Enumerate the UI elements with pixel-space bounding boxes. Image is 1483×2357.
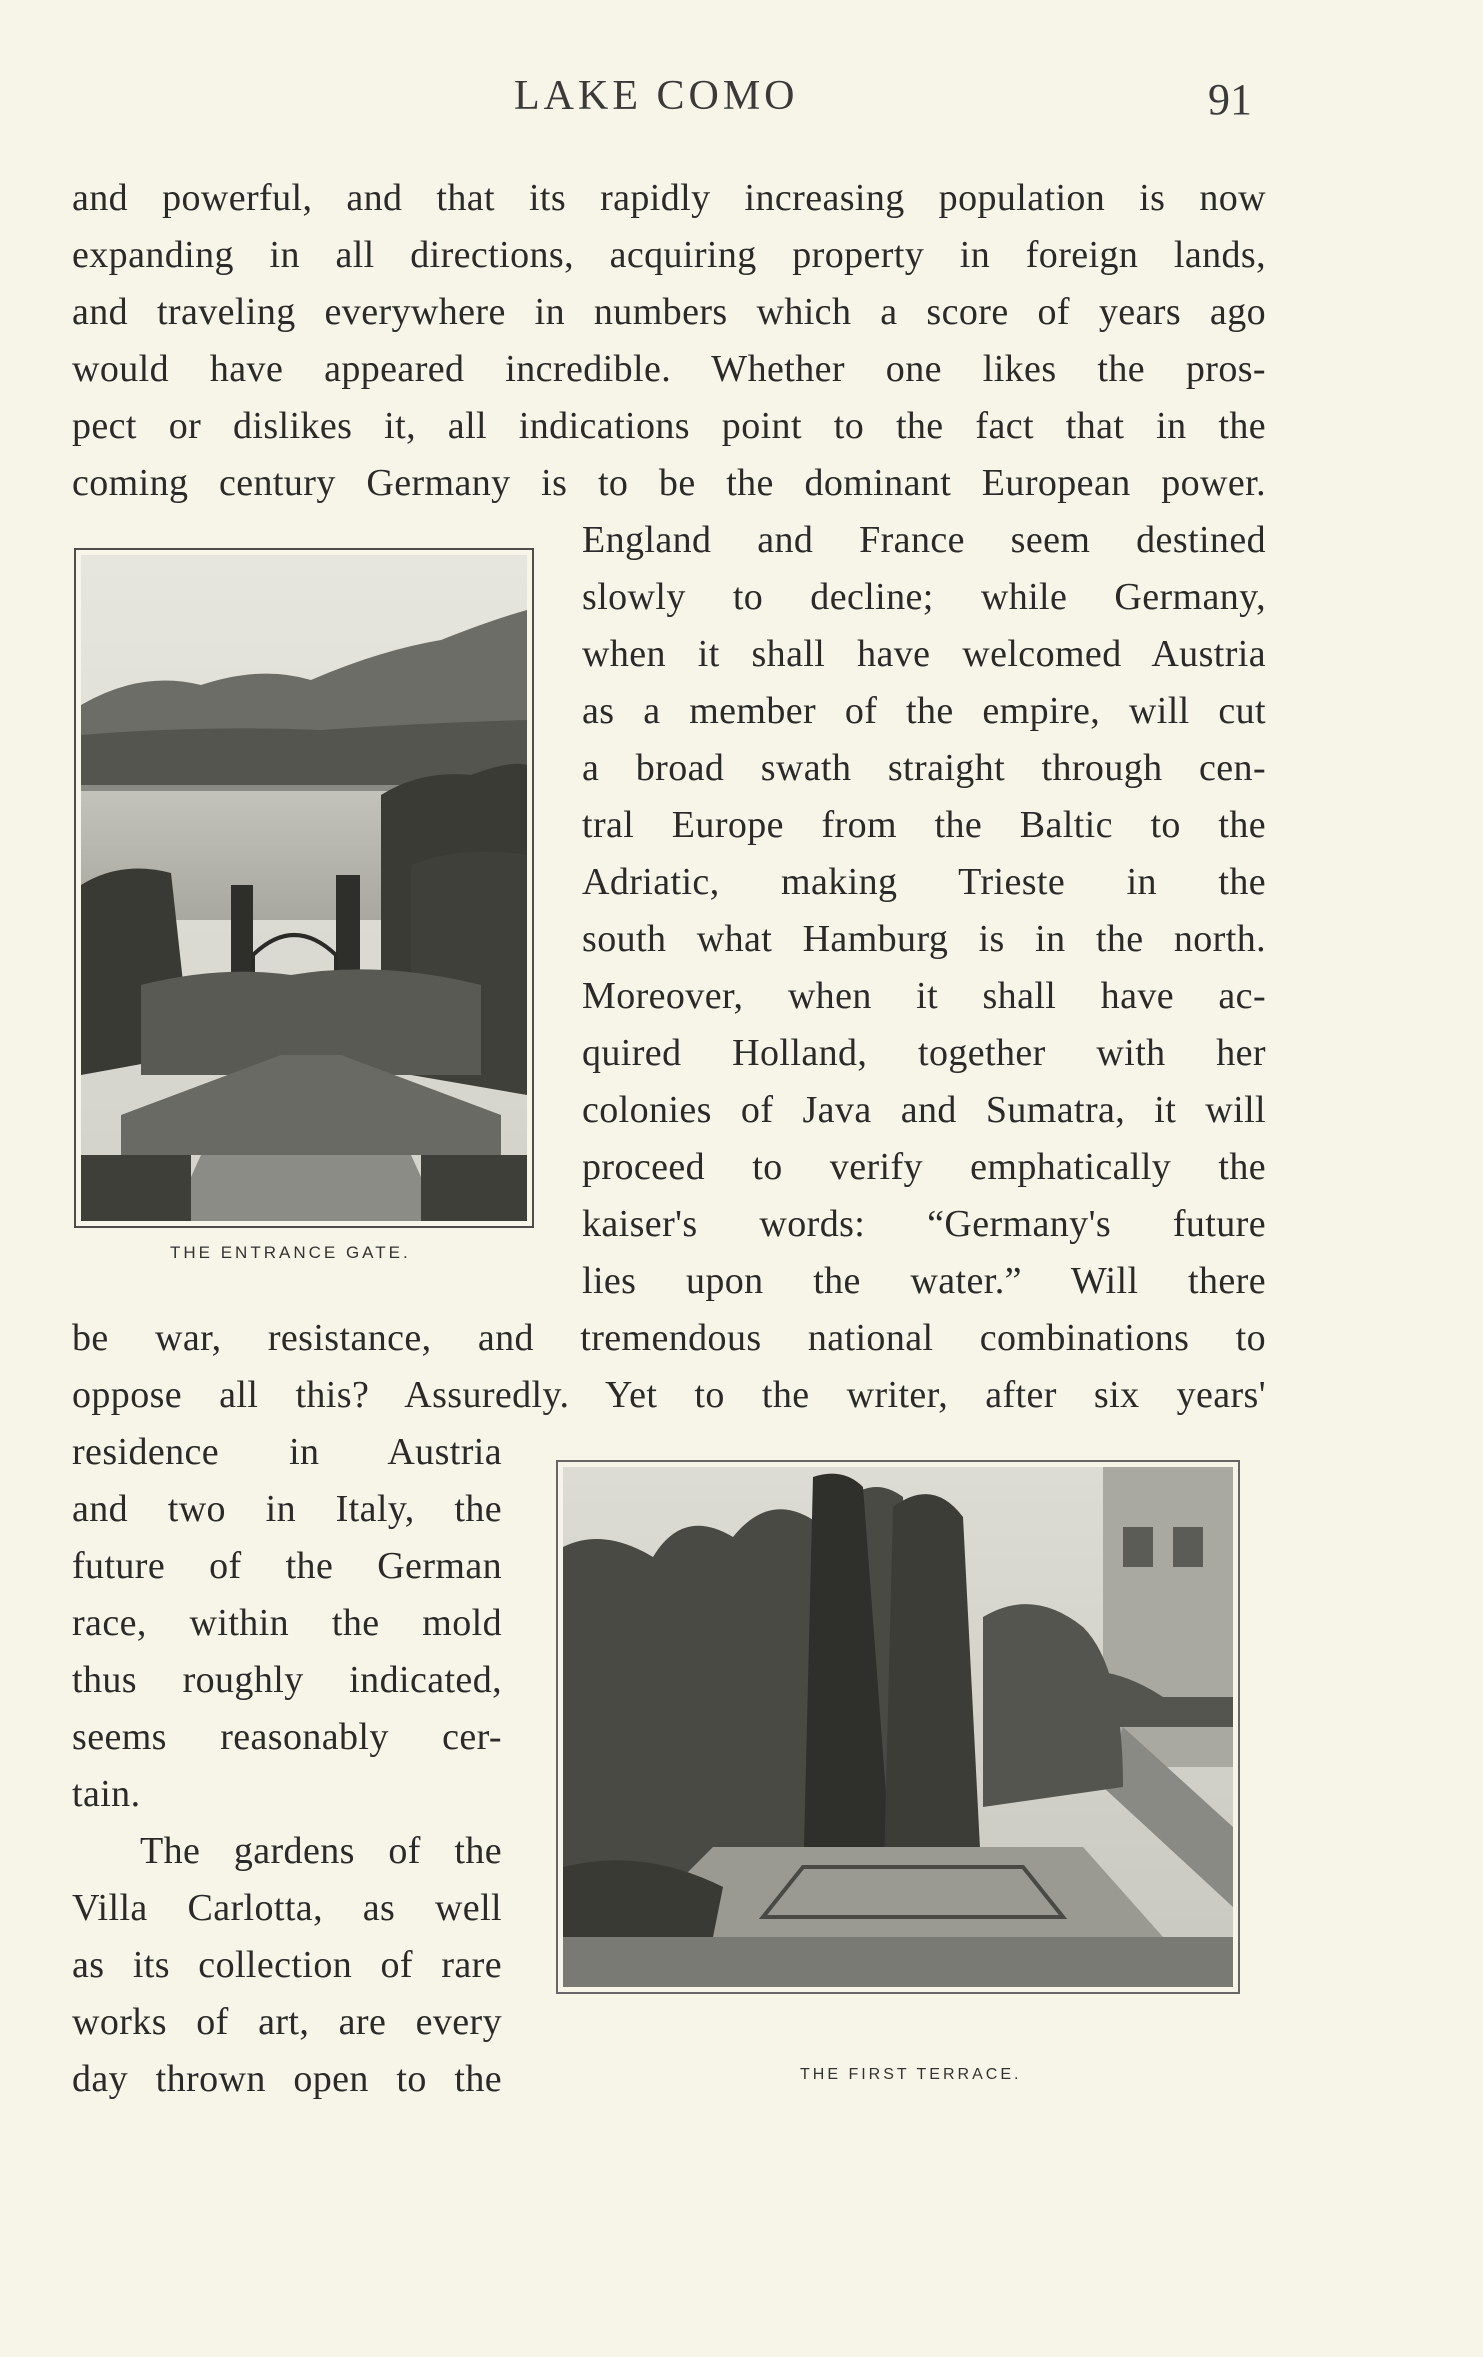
text-line: England and France seem destined: [582, 519, 1266, 561]
text-line: day thrown open to the: [72, 2058, 502, 2100]
text-line: residence in Austria: [72, 1431, 502, 1473]
text-line: as a member of the empire, will cut: [582, 690, 1266, 732]
text-line: a broad swath straight through cen-: [582, 747, 1266, 789]
text-line: kaiser's words: “Germany's future: [582, 1203, 1266, 1245]
running-title: LAKE COMO: [514, 73, 799, 119]
text-line: works of art, are every: [72, 2001, 502, 2043]
text-line: and powerful, and that its rapidly increasing population is now: [72, 177, 1266, 219]
text-line: race, within the mold: [72, 1602, 502, 1644]
text-line: south what Hamburg is in the north.: [582, 918, 1266, 960]
text-line: as its collection of rare: [72, 1944, 502, 1986]
text-line: Villa Carlotta, as well: [72, 1887, 502, 1929]
text-line: lies upon the water.” Will there: [582, 1260, 1266, 1302]
text-line: tral Europe from the Baltic to the: [582, 804, 1266, 846]
text-line: when it shall have welcomed Austria: [582, 633, 1266, 675]
first-terrace-photo: [563, 1467, 1233, 1987]
figure-caption-entrance-gate: THE ENTRANCE GATE.: [170, 1243, 411, 1262]
text-line: be war, resistance, and tremendous national combinations to: [72, 1317, 1266, 1359]
text-line: slowly to decline; while Germany,: [582, 576, 1266, 618]
entrance-gate-photo: [81, 555, 527, 1221]
text-line: future of the German: [72, 1545, 502, 1587]
figure-first-terrace: [556, 1460, 1240, 1994]
figure-entrance-gate: [74, 548, 534, 1228]
text-line: pect or dislikes it, all indications point to the fact that in the: [72, 405, 1266, 447]
text-line: Adriatic, making Trieste in the: [582, 861, 1266, 903]
page-number: 91: [1208, 75, 1252, 124]
text-line: proceed to verify emphatically the: [582, 1146, 1266, 1188]
page-header: [0, 72, 1483, 132]
text-line: Moreover, when it shall have ac-: [582, 975, 1266, 1017]
text-line: oppose all this? Assuredly. Yet to the writer, after six years': [72, 1374, 1266, 1416]
text-line: The gardens of the: [140, 1830, 502, 1872]
text-line: seems reasonably cer-: [72, 1716, 502, 1758]
text-line: expanding in all directions, acquiring property in foreign lands,: [72, 234, 1266, 276]
text-line: tain.: [72, 1773, 141, 1815]
text-line: would have appeared incredible. Whether one likes the pros-: [72, 348, 1266, 390]
text-line: coming century Germany is to be the dominant European power.: [72, 462, 1266, 504]
figure-caption-first-terrace: THE FIRST TERRACE.: [800, 2066, 1022, 2083]
text-line: quired Holland, together with her: [582, 1032, 1266, 1074]
text-line: and two in Italy, the: [72, 1488, 502, 1530]
text-line: and traveling everywhere in numbers which a score of years ago: [72, 291, 1266, 333]
text-line: colonies of Java and Sumatra, it will: [582, 1089, 1266, 1131]
text-line: thus roughly indicated,: [72, 1659, 502, 1701]
